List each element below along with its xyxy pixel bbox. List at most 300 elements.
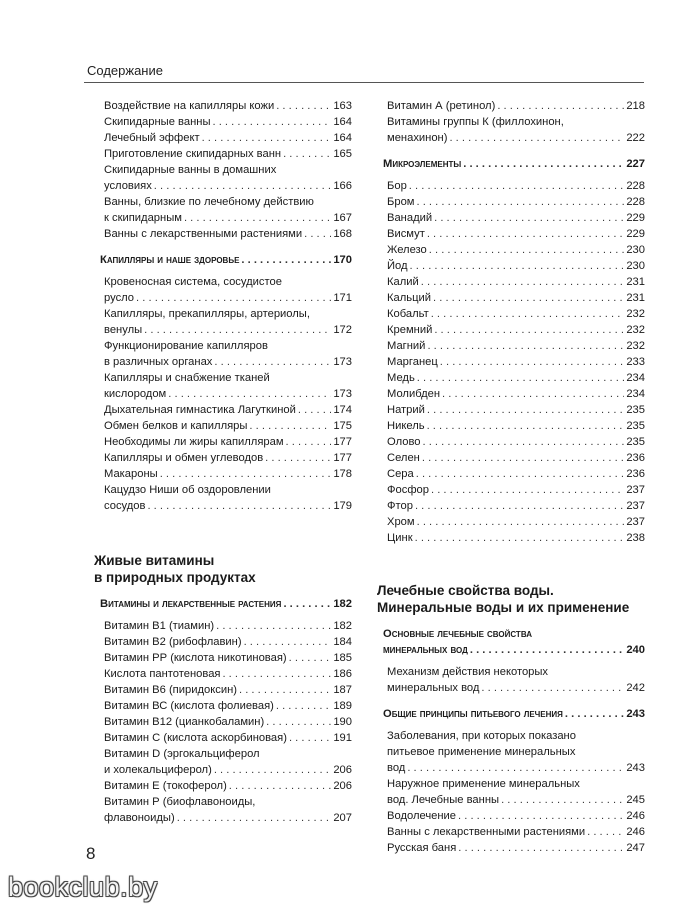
toc-entry-line xyxy=(387,530,645,546)
part-title-line: Живые витамины xyxy=(94,553,215,568)
toc-entry[interactable] xyxy=(98,130,352,146)
dot-leader xyxy=(216,618,331,634)
toc-entry[interactable] xyxy=(381,210,645,226)
toc-entry[interactable] xyxy=(381,530,645,546)
toc-entry-title: венулы xyxy=(104,324,143,336)
toc-entry-line xyxy=(100,252,352,268)
section-heading-capillaries-entry[interactable] xyxy=(98,252,352,268)
toc-entry[interactable] xyxy=(381,370,645,386)
dot-leader xyxy=(265,450,331,466)
dot-leader xyxy=(409,178,625,194)
toc-entry-title: Лечебный эффект xyxy=(104,132,200,144)
toc-entry-title: Обмен белков и капилляры xyxy=(104,420,248,432)
toc-entry[interactable] xyxy=(381,728,645,776)
toc-part-water xyxy=(377,582,645,856)
toc-entry-page: 168 xyxy=(333,228,352,240)
toc-entry-title: Витамин ВС (кислота фолиевая) xyxy=(104,700,274,712)
toc-entry-page: 164 xyxy=(333,132,352,144)
toc-entry-line xyxy=(104,810,352,826)
dot-leader xyxy=(298,402,331,418)
part-title-line: Лечебные свойства воды. xyxy=(377,583,554,598)
toc-entry-title-line: Наружное применение минеральных xyxy=(387,778,580,790)
section-heading-drinking-treatment[interactable] xyxy=(381,706,645,722)
dot-leader xyxy=(168,386,331,402)
section-heading-capillaries[interactable] xyxy=(98,252,352,268)
toc-entry[interactable] xyxy=(98,418,352,434)
toc-entry[interactable] xyxy=(381,450,645,466)
toc-entry-line xyxy=(104,210,352,226)
section-heading-microelements-entry[interactable] xyxy=(381,156,645,172)
toc-entry-line xyxy=(104,114,352,130)
toc-entry-page: 206 xyxy=(333,764,352,776)
dot-leader xyxy=(184,210,331,226)
toc-entry-page: 232 xyxy=(626,324,645,336)
toc-entry-title: Ванны с лекарственными растениями xyxy=(387,826,586,838)
dot-leader xyxy=(427,418,625,434)
toc-entry[interactable] xyxy=(98,98,352,114)
toc-entry-line xyxy=(104,498,352,514)
toc-entry-page: 243 xyxy=(626,762,645,774)
dot-leader xyxy=(427,226,624,242)
toc-entry-line xyxy=(387,418,645,434)
toc-entry-title: Витамин В1 (тиамин) xyxy=(104,620,215,632)
dot-leader xyxy=(501,792,624,808)
toc-entry[interactable] xyxy=(98,434,352,450)
toc-entry-page: 235 xyxy=(626,420,645,432)
toc-entry-line xyxy=(387,98,645,114)
toc-entry-title: Кальций xyxy=(387,292,432,304)
toc-entry-line xyxy=(387,840,645,856)
toc-entry-title: Необходимы ли жиры капиллярам xyxy=(104,436,284,448)
toc-entry-title: Витамин В12 (цианкобаламин) xyxy=(104,716,265,728)
toc-entry[interactable] xyxy=(98,226,352,242)
toc-entry-page: 230 xyxy=(626,244,645,256)
dot-leader xyxy=(241,252,331,268)
toc-entry-title: Йод xyxy=(387,260,408,272)
toc-entry-title: Калий xyxy=(387,276,419,288)
toc-entry-title-line: Скипидарные ванны в домашних xyxy=(104,164,277,176)
toc-entry-line xyxy=(387,824,645,840)
toc-entry-line xyxy=(104,634,352,650)
toc-entry-page: 235 xyxy=(626,436,645,448)
toc-entry-line xyxy=(387,226,645,242)
toc-entry-title: Водолечение xyxy=(387,810,457,822)
toc-entry[interactable] xyxy=(381,306,645,322)
dot-leader xyxy=(229,778,332,794)
dot-leader xyxy=(249,418,331,434)
toc-entry[interactable] xyxy=(98,370,352,402)
dot-leader xyxy=(565,706,624,722)
toc-entry[interactable] xyxy=(98,194,352,226)
toc-entry-title-line: Ванны, близкие по лечебному действию xyxy=(104,196,314,208)
section-heading-vitamins[interactable] xyxy=(98,596,352,612)
toc-entry-line xyxy=(387,322,645,338)
toc-entry-line xyxy=(383,156,645,172)
toc-entry-line xyxy=(387,808,645,824)
toc-entry-line xyxy=(104,730,352,746)
toc-entry[interactable] xyxy=(381,386,645,402)
toc-entry[interactable] xyxy=(381,434,645,450)
dot-leader xyxy=(276,698,331,714)
part-title-water xyxy=(377,582,645,616)
toc-entry[interactable] xyxy=(98,698,352,714)
dot-leader xyxy=(177,810,332,826)
toc-entry-title: Бор xyxy=(387,180,407,192)
toc-entry-line xyxy=(104,618,352,634)
dot-leader xyxy=(481,680,624,696)
toc-entry-title: Русская баня xyxy=(387,842,457,854)
toc-entry-title: Хром xyxy=(387,516,415,528)
dot-leader xyxy=(417,370,625,386)
toc-entry[interactable] xyxy=(98,794,352,826)
toc-entry-title: Капилляры и наше здоровье xyxy=(100,254,240,266)
toc-entry[interactable] xyxy=(381,482,645,498)
toc-entry-page: 182 xyxy=(333,620,352,632)
toc-entry[interactable] xyxy=(98,778,352,794)
toc-entry-line xyxy=(387,130,645,146)
toc-entry-page: 227 xyxy=(626,158,645,170)
toc-entry-line xyxy=(104,98,352,114)
toc-entry-title: флавоноиды) xyxy=(104,812,175,824)
dot-leader xyxy=(434,210,624,226)
toc-entry-title-line: Заболевания, при которых показано xyxy=(387,730,576,742)
toc-entry[interactable] xyxy=(381,194,645,210)
toc-entry-title: Марганец xyxy=(387,356,438,368)
dot-leader xyxy=(213,114,332,130)
toc-entry-title: Сера xyxy=(387,468,414,480)
dot-leader xyxy=(470,642,624,658)
dot-leader xyxy=(433,290,624,306)
toc-entry-title-line: питьевое применение минеральных xyxy=(387,746,576,758)
dot-leader xyxy=(239,682,331,698)
toc-entry[interactable] xyxy=(381,402,645,418)
toc-entry[interactable] xyxy=(98,466,352,482)
toc-section-microelements xyxy=(381,156,645,546)
toc-entry-title: Бром xyxy=(387,196,415,208)
dot-leader xyxy=(415,498,624,514)
toc-entry[interactable] xyxy=(381,338,645,354)
toc-entry[interactable] xyxy=(98,338,352,370)
toc-entry[interactable] xyxy=(381,514,645,530)
toc-entry-title: Витамин А (ретинол) xyxy=(387,100,496,112)
toc-entry-title: Витамины и лекарственные растения xyxy=(100,598,282,610)
toc-entry-page: 238 xyxy=(626,532,645,544)
toc-entry-title: условиях xyxy=(104,180,152,192)
toc-entry-page: 164 xyxy=(333,116,352,128)
dot-leader xyxy=(289,730,331,746)
toc-entry-title: в различных органах xyxy=(104,356,213,368)
dot-leader xyxy=(283,596,331,612)
toc-entry-page: 191 xyxy=(333,732,352,744)
toc-entry-title: Дыхательная гимнастика Лагуткиной xyxy=(104,404,296,416)
toc-entry-line xyxy=(387,514,645,530)
toc-entry[interactable] xyxy=(98,274,352,306)
toc-entry-title: Воздействие на капилляры кожи xyxy=(104,100,275,112)
toc-entry-title: Капилляры и обмен углеводов xyxy=(104,452,264,464)
toc-entry[interactable] xyxy=(381,776,645,808)
toc-entry-title-line: Механизм действия некоторых xyxy=(387,666,549,678)
toc-entry-title: вод xyxy=(387,762,406,774)
toc-entry-title: Никель xyxy=(387,420,425,432)
dot-leader xyxy=(416,194,624,210)
toc-entry[interactable] xyxy=(381,274,645,290)
toc-entry[interactable] xyxy=(381,258,645,274)
toc-entry-line xyxy=(387,338,645,354)
toc-entry[interactable] xyxy=(381,498,645,514)
toc-entry-line xyxy=(387,680,645,696)
toc-entry-line xyxy=(104,682,352,698)
toc-entry-title: Ванны с лекарственными растениями xyxy=(104,228,303,240)
dot-leader xyxy=(283,146,331,162)
toc-entry[interactable] xyxy=(98,450,352,466)
dot-leader xyxy=(266,714,331,730)
toc-entry-line xyxy=(387,178,645,194)
toc-column-left xyxy=(94,98,352,826)
toc-entry-line xyxy=(104,698,352,714)
dot-leader xyxy=(286,434,332,450)
toc-entry-title: к скипидарным xyxy=(104,212,182,224)
toc-entry-page: 170 xyxy=(333,254,352,266)
toc-entry[interactable] xyxy=(381,114,645,146)
section-heading-vitamins-entry[interactable] xyxy=(98,596,352,612)
toc-entry[interactable] xyxy=(381,242,645,258)
toc-entry[interactable] xyxy=(381,466,645,482)
toc-entry[interactable] xyxy=(98,162,352,194)
toc-entry-page: 182 xyxy=(333,598,352,610)
dot-leader xyxy=(136,290,331,306)
toc-entry[interactable] xyxy=(98,146,352,162)
toc-entry-title: Железо xyxy=(387,244,427,256)
toc-entry-line xyxy=(100,596,352,612)
toc-entry-page: 230 xyxy=(626,260,645,272)
toc-entry[interactable] xyxy=(381,322,645,338)
dot-leader xyxy=(410,258,625,274)
toc-entry-page: 246 xyxy=(626,826,645,838)
section-heading-microelements[interactable] xyxy=(381,156,645,172)
toc-entry-page: 175 xyxy=(333,420,352,432)
toc-entry-title: Селен xyxy=(387,452,420,464)
toc-entry-line xyxy=(104,226,352,242)
dot-leader xyxy=(147,498,331,514)
toc-entry-line xyxy=(383,642,645,658)
toc-entry[interactable] xyxy=(98,730,352,746)
toc-entry-page: 165 xyxy=(333,148,352,160)
toc-entry-title-line: Кровеносная система, сосудистое xyxy=(104,276,282,288)
toc-entry-title-line: Витамин D (эргокальциферол xyxy=(104,748,260,760)
toc-entry-title: минеральных вод xyxy=(383,644,468,656)
toc-entry[interactable] xyxy=(381,290,645,306)
toc-entry[interactable] xyxy=(98,482,352,514)
toc-entry-page: 189 xyxy=(333,700,352,712)
toc-entry[interactable] xyxy=(381,808,645,824)
dot-leader xyxy=(415,530,625,546)
dot-leader xyxy=(458,840,624,856)
toc-entry-title: Молибден xyxy=(387,388,441,400)
toc-entry[interactable] xyxy=(98,114,352,130)
toc-entry-line xyxy=(104,434,352,450)
toc-block-capillary-baths xyxy=(98,98,352,242)
toc-entry-line xyxy=(104,450,352,466)
toc-block-vitamins-cont xyxy=(381,98,645,146)
toc-entry-title-line: Основные лечебные свойства xyxy=(383,628,532,640)
toc-entry-page: 228 xyxy=(626,196,645,208)
toc-entry-title: сосудов xyxy=(104,500,146,512)
part-title-line: в природных продуктах xyxy=(94,570,256,585)
section-heading-mineral-waters[interactable] xyxy=(381,626,645,658)
toc-entry-page: 167 xyxy=(333,212,352,224)
dot-leader xyxy=(497,98,624,114)
toc-entry-title-line: Капилляры и снабжение тканей xyxy=(104,372,270,384)
toc-entry-line xyxy=(387,258,645,274)
toc-entry-title: Цинк xyxy=(387,532,413,544)
dot-leader xyxy=(304,226,331,242)
toc-entry-line xyxy=(104,666,352,682)
toc-entry-line xyxy=(387,210,645,226)
toc-entry-title: Витамин В2 (рибофлавин) xyxy=(104,636,242,648)
section-heading-drinking-treatment-entry[interactable] xyxy=(381,706,645,722)
page-number: 8 xyxy=(86,844,96,863)
toc-entry[interactable] xyxy=(381,664,645,696)
toc-entry[interactable] xyxy=(381,98,645,114)
toc-entry[interactable] xyxy=(98,746,352,778)
toc-entry-title: Витамин В6 (пиридоксин) xyxy=(104,684,237,696)
toc-entry-page: 237 xyxy=(626,484,645,496)
toc-entry-page: 186 xyxy=(333,668,352,680)
dot-leader xyxy=(421,274,625,290)
toc-entry-title: Магний xyxy=(387,340,426,352)
toc-entry-line xyxy=(383,706,645,722)
toc-entry-line xyxy=(104,354,352,370)
toc-entry-page: 234 xyxy=(626,372,645,384)
toc-entry-title: Витамин Е (токоферол) xyxy=(104,780,227,792)
toc-entry-title: Общие принципы питьевого лечения xyxy=(383,708,563,720)
toc-entry-line xyxy=(387,354,645,370)
toc-entry-title: и холекальциферол) xyxy=(104,764,212,776)
dot-leader xyxy=(416,466,625,482)
toc-entry[interactable] xyxy=(98,714,352,730)
toc-entry[interactable] xyxy=(381,840,645,856)
toc-entry-title: Олово xyxy=(387,436,421,448)
dot-leader xyxy=(422,450,624,466)
toc-entry-line xyxy=(387,402,645,418)
toc-entry-title: Висмут xyxy=(387,228,425,240)
toc-entry-page: 229 xyxy=(626,212,645,224)
dot-leader xyxy=(276,98,331,114)
toc-entry-page: 234 xyxy=(626,388,645,400)
dot-leader xyxy=(214,354,331,370)
toc-entry-line xyxy=(387,274,645,290)
toc-entry-title: Кобальт xyxy=(387,308,429,320)
toc-entry-page: 177 xyxy=(333,452,352,464)
toc-entry-page: 240 xyxy=(626,644,645,656)
toc-entry-title: Ванадий xyxy=(387,212,433,224)
toc-entry[interactable] xyxy=(98,666,352,682)
toc-entry-page: 171 xyxy=(333,292,352,304)
toc-entry-page: 185 xyxy=(333,652,352,664)
toc-entry[interactable] xyxy=(98,618,352,634)
dot-leader xyxy=(202,130,332,146)
toc-entry-page: 243 xyxy=(626,708,645,720)
toc-entry-title-line: Витамин Р (биофлавоноиды, xyxy=(104,796,256,808)
toc-part-vitamins xyxy=(94,552,352,826)
dot-leader xyxy=(449,130,624,146)
dot-leader xyxy=(587,824,624,840)
dot-leader xyxy=(463,156,624,172)
toc-entry-page: 218 xyxy=(626,100,645,112)
toc-entry-line xyxy=(387,792,645,808)
part-title-vitamins xyxy=(94,552,352,586)
toc-entry-line xyxy=(104,322,352,338)
toc-entry-title: вод. Лечебные ванны xyxy=(387,794,500,806)
toc-entry-line xyxy=(104,418,352,434)
toc-entry-page: 245 xyxy=(626,794,645,806)
toc-entry[interactable] xyxy=(381,178,645,194)
toc-entry[interactable] xyxy=(381,354,645,370)
toc-entry-page: 179 xyxy=(333,500,352,512)
toc-entry-line xyxy=(387,242,645,258)
dot-leader xyxy=(407,760,624,776)
dot-leader xyxy=(423,434,625,450)
dot-leader xyxy=(429,242,625,258)
header-rule xyxy=(84,82,644,83)
toc-entry-title: Медь xyxy=(387,372,415,384)
dot-leader xyxy=(160,466,332,482)
dot-leader xyxy=(431,482,624,498)
toc-entry[interactable] xyxy=(98,402,352,418)
toc-entry[interactable] xyxy=(98,306,352,338)
toc-entry-page: 172 xyxy=(333,324,352,336)
toc-entry-title: кислородом xyxy=(104,388,167,400)
toc-entry-title: Кремний xyxy=(387,324,433,336)
dot-leader xyxy=(244,634,332,650)
toc-entry-page: 187 xyxy=(333,684,352,696)
toc-entry-title: Витамин С (кислота аскорбиновая) xyxy=(104,732,287,744)
toc-entry-page: 233 xyxy=(626,356,645,368)
dot-leader xyxy=(440,354,625,370)
toc-entry-page: 178 xyxy=(333,468,352,480)
toc-entry-title: Натрий xyxy=(387,404,425,416)
toc-entry-page: 222 xyxy=(626,132,645,144)
toc-entry[interactable] xyxy=(98,650,352,666)
toc-entry-page: 242 xyxy=(626,682,645,694)
dot-leader xyxy=(442,386,624,402)
toc-entry[interactable] xyxy=(98,682,352,698)
toc-entry[interactable] xyxy=(98,634,352,650)
toc-entry[interactable] xyxy=(381,824,645,840)
toc-entry[interactable] xyxy=(381,418,645,434)
toc-entry-line xyxy=(104,130,352,146)
dot-leader xyxy=(431,306,625,322)
toc-entry-title-line: Кацудзо Ниши об оздоровлении xyxy=(104,484,271,496)
toc-entry-line xyxy=(387,466,645,482)
toc-entry-line xyxy=(104,402,352,418)
toc-entry-title: Приготовление скипидарных ванн xyxy=(104,148,282,160)
dot-leader xyxy=(214,762,332,778)
toc-entry-page: 190 xyxy=(333,716,352,728)
toc-entry-line xyxy=(387,482,645,498)
toc-entry[interactable] xyxy=(381,226,645,242)
toc-entry-line xyxy=(104,178,352,194)
toc-entry-title: менахинон) xyxy=(387,132,448,144)
toc-entry-title: Скипидарные ванны xyxy=(104,116,211,128)
toc-entry-title-line: Функционирование капилляров xyxy=(104,340,268,352)
toc-entry-line xyxy=(387,194,645,210)
toc-entry-page: 232 xyxy=(626,308,645,320)
section-heading-mineral-waters-entry[interactable] xyxy=(381,626,645,658)
part-title-line: Минеральные воды и их применение xyxy=(377,600,630,615)
dot-leader xyxy=(144,322,331,338)
toc-entry-line xyxy=(387,290,645,306)
